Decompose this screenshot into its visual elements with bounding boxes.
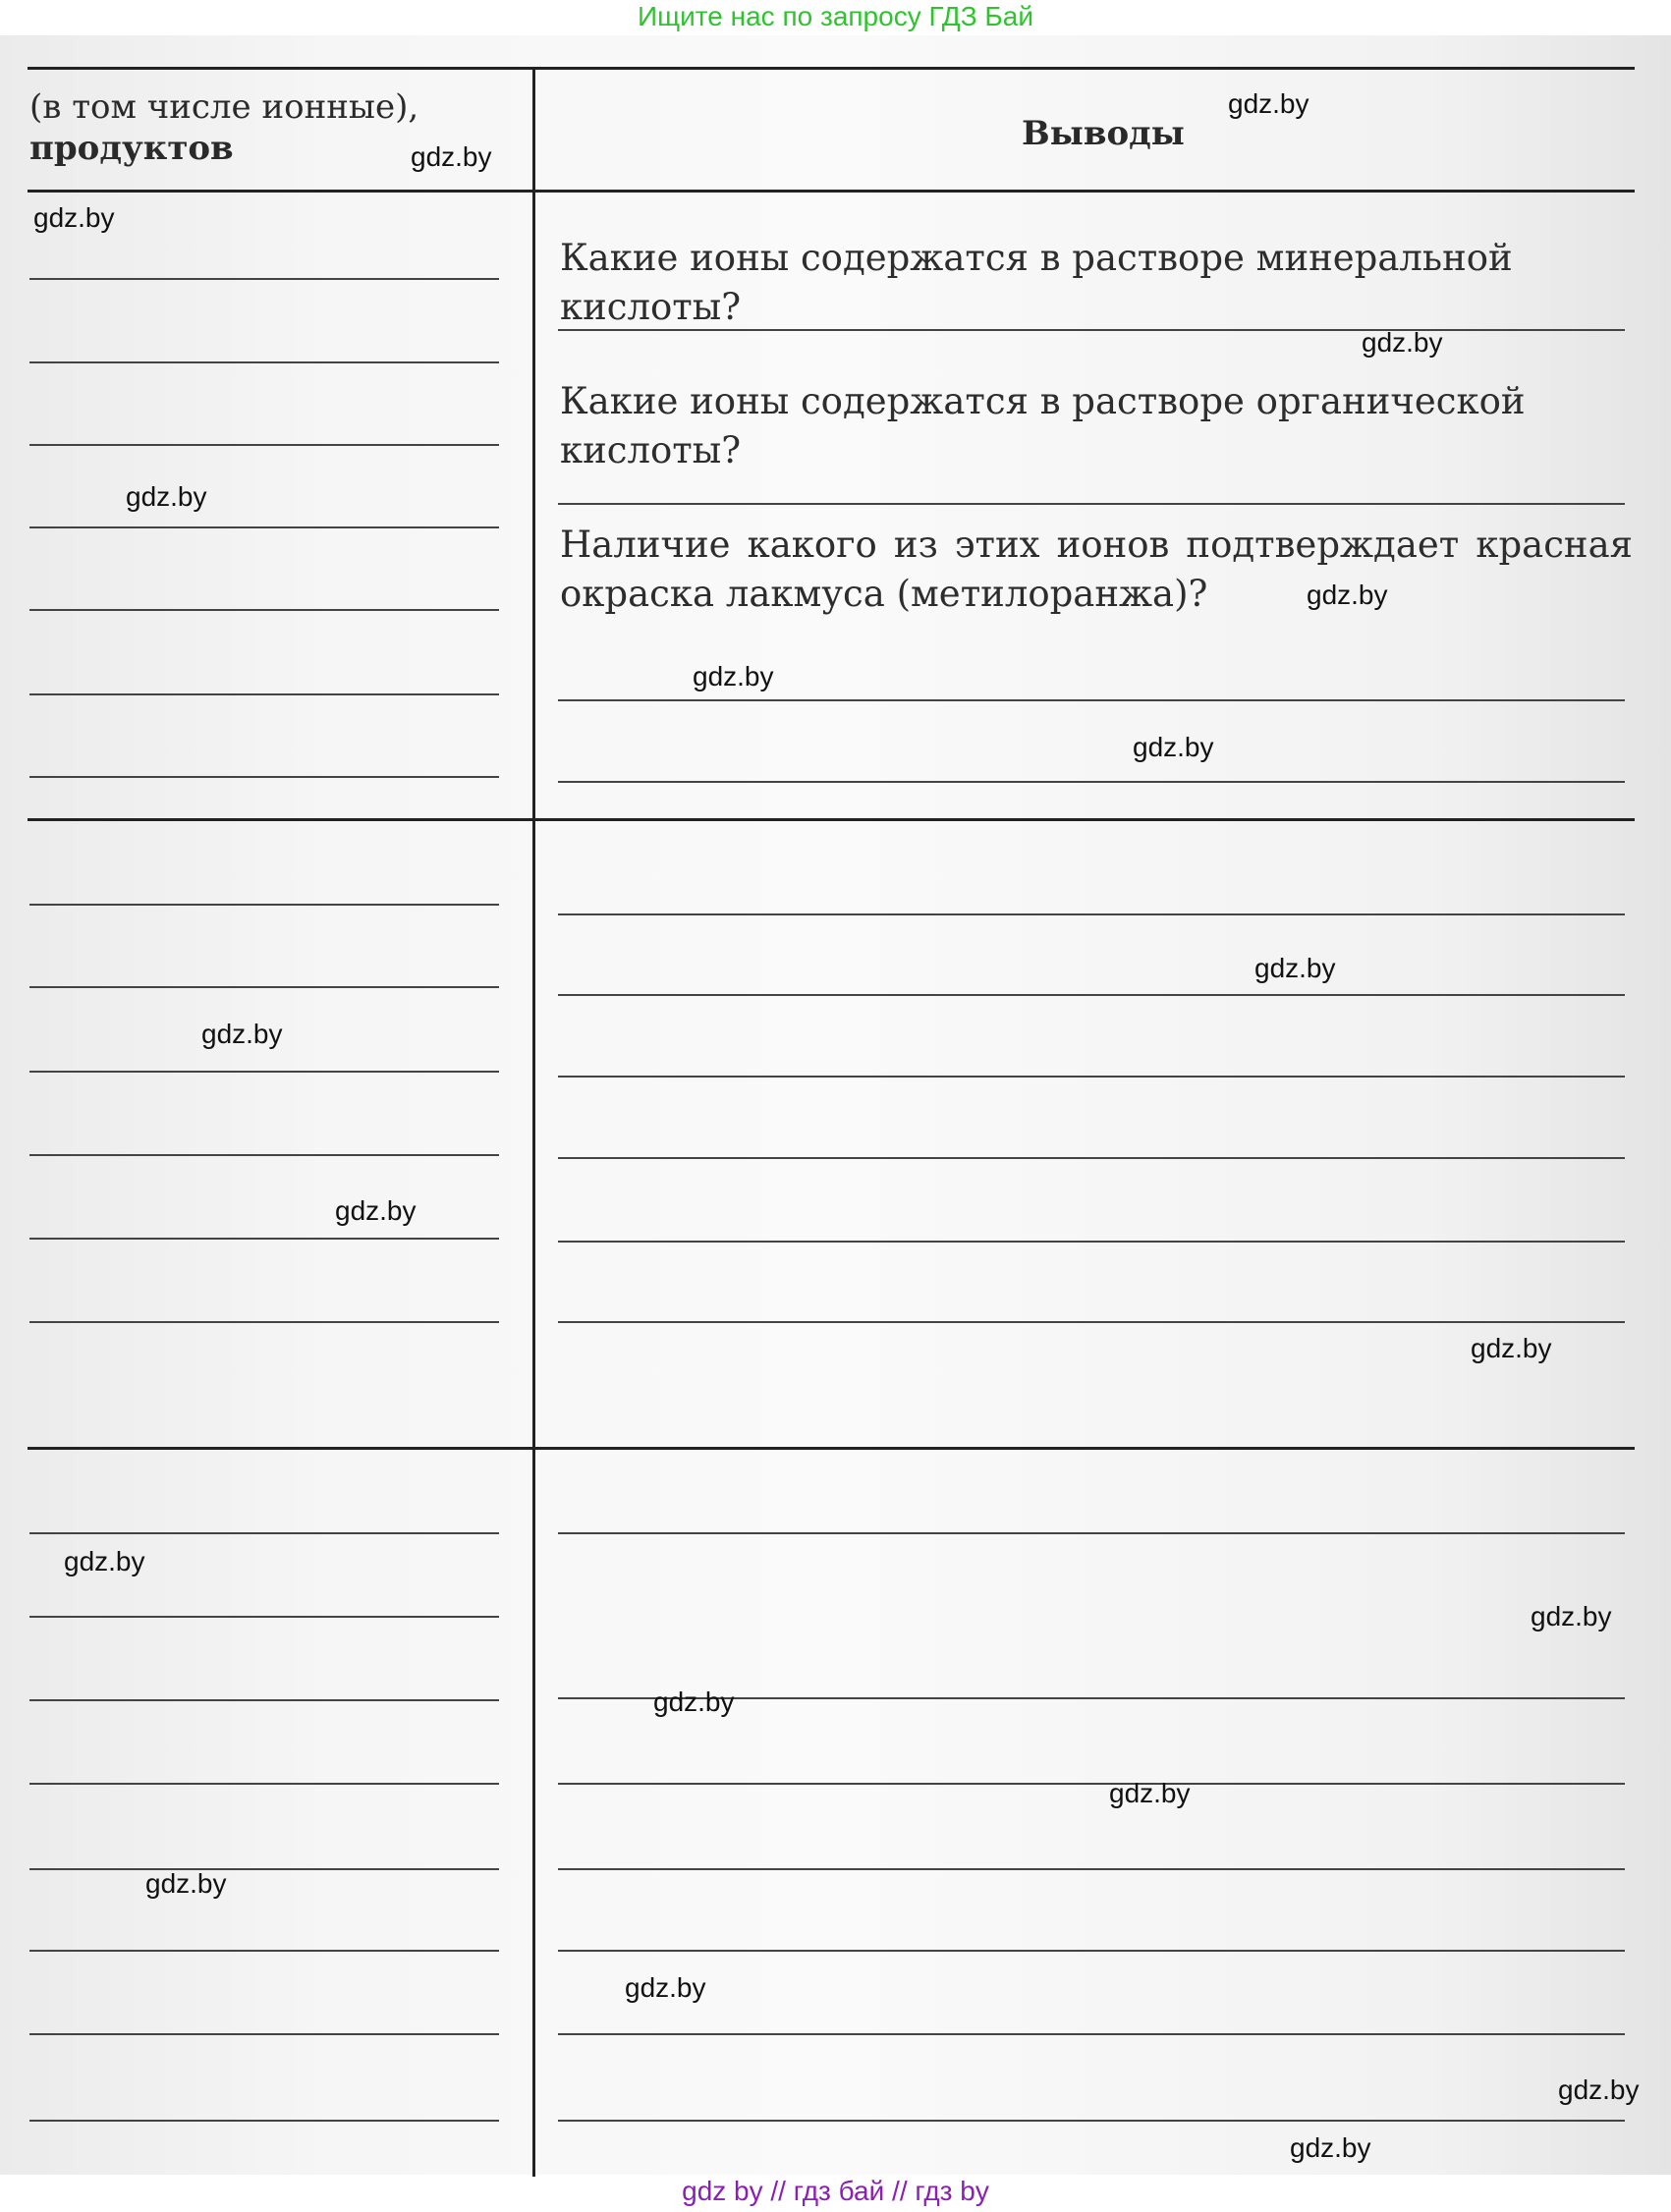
answer-line-left[interactable]: [29, 1699, 499, 1701]
answer-line-right[interactable]: [558, 913, 1625, 915]
watermark: gdz.by: [33, 202, 115, 233]
answer-line-left[interactable]: [29, 776, 499, 778]
answer-line-right[interactable]: [558, 329, 1625, 331]
answer-line-right[interactable]: [558, 994, 1625, 996]
answer-line-left[interactable]: [29, 1532, 499, 1534]
question-mineral-acid-ions: Какие ионы содержатся в растворе минеральной кислоты?: [560, 237, 1513, 328]
watermark: gdz.by: [1290, 2132, 1371, 2163]
answer-line-right[interactable]: [558, 503, 1625, 505]
watermark: gdz.by: [335, 1195, 417, 1226]
header-line-2: продуктов: [29, 129, 234, 168]
answer-line-left[interactable]: [29, 609, 499, 611]
answer-line-left[interactable]: [29, 1071, 499, 1073]
answer-line-left[interactable]: [29, 526, 499, 528]
answer-line-left[interactable]: [29, 1321, 499, 1323]
watermark: gdz.by: [653, 1687, 735, 1717]
watermark: gdz.by: [1133, 732, 1214, 762]
answer-line-left[interactable]: [29, 1950, 499, 1952]
question-organic-acid-ions: Какие ионы содержатся в растворе органической кислоты?: [560, 380, 1526, 471]
top-banner[interactable]: Ищите нас по запросу ГДЗ Бай: [637, 1, 1034, 31]
row-divider-1: [28, 818, 1635, 821]
table-top-border: [28, 67, 1635, 70]
answer-line-left[interactable]: [29, 693, 499, 695]
question-litmus-color: Наличие какого из этих ионов подтверждает красная окраска лакмуса (метилоранжа)?: [560, 524, 1633, 615]
answer-line-right[interactable]: [558, 1783, 1625, 1785]
answer-line-left[interactable]: [29, 1868, 499, 1870]
answer-line-right[interactable]: [558, 2120, 1625, 2122]
answer-line-right[interactable]: [558, 1868, 1625, 1870]
header-line-1: (в том числе ионные),: [29, 87, 419, 127]
answer-line-right[interactable]: [558, 781, 1625, 783]
watermark: gdz.by: [1362, 327, 1443, 358]
answer-line-right[interactable]: [558, 1321, 1625, 1323]
watermark: gdz.by: [625, 1972, 706, 2003]
row-divider-2: [28, 1447, 1635, 1450]
watermark: gdz.by: [1254, 953, 1336, 983]
watermark: gdz.by: [64, 1546, 145, 1576]
answer-line-right[interactable]: [558, 699, 1625, 701]
watermark: gdz.by: [1307, 580, 1388, 610]
footer-links[interactable]: gdz by // гдз бай // гдз by: [682, 2176, 989, 2206]
answer-line-right[interactable]: [558, 1532, 1625, 1534]
answer-line-left[interactable]: [29, 278, 499, 280]
answer-line-right[interactable]: [558, 1076, 1625, 1078]
answer-line-left[interactable]: [29, 2120, 499, 2122]
answer-line-left[interactable]: [29, 444, 499, 446]
answer-line-left[interactable]: [29, 986, 499, 988]
watermark: gdz.by: [693, 661, 774, 691]
answer-line-left[interactable]: [29, 1783, 499, 1785]
answer-line-left[interactable]: [29, 1154, 499, 1156]
answer-line-left[interactable]: [29, 361, 499, 363]
watermark: gdz.by: [1531, 1601, 1612, 1631]
answer-line-left[interactable]: [29, 904, 499, 906]
answer-line-right[interactable]: [558, 1950, 1625, 1952]
watermark: gdz.by: [1558, 2074, 1640, 2105]
conclusions-header: Выводы: [1022, 114, 1185, 153]
watermark: gdz.by: [201, 1019, 283, 1049]
watermark: gdz.by: [1109, 1778, 1191, 1808]
watermark: gdz.by: [1471, 1333, 1552, 1363]
answer-line-left[interactable]: [29, 1238, 499, 1240]
answer-line-right[interactable]: [558, 1241, 1625, 1243]
header-bottom-border: [28, 190, 1635, 193]
watermark: gdz.by: [126, 481, 207, 512]
watermark: gdz.by: [145, 1868, 227, 1899]
answer-line-right[interactable]: [558, 1157, 1625, 1159]
watermark: gdz.by: [1228, 88, 1309, 119]
answer-line-left[interactable]: [29, 1616, 499, 1618]
answer-line-right[interactable]: [558, 2033, 1625, 2035]
watermark: gdz.by: [411, 141, 492, 172]
answer-line-left[interactable]: [29, 2033, 499, 2035]
column-divider: [532, 67, 535, 2177]
